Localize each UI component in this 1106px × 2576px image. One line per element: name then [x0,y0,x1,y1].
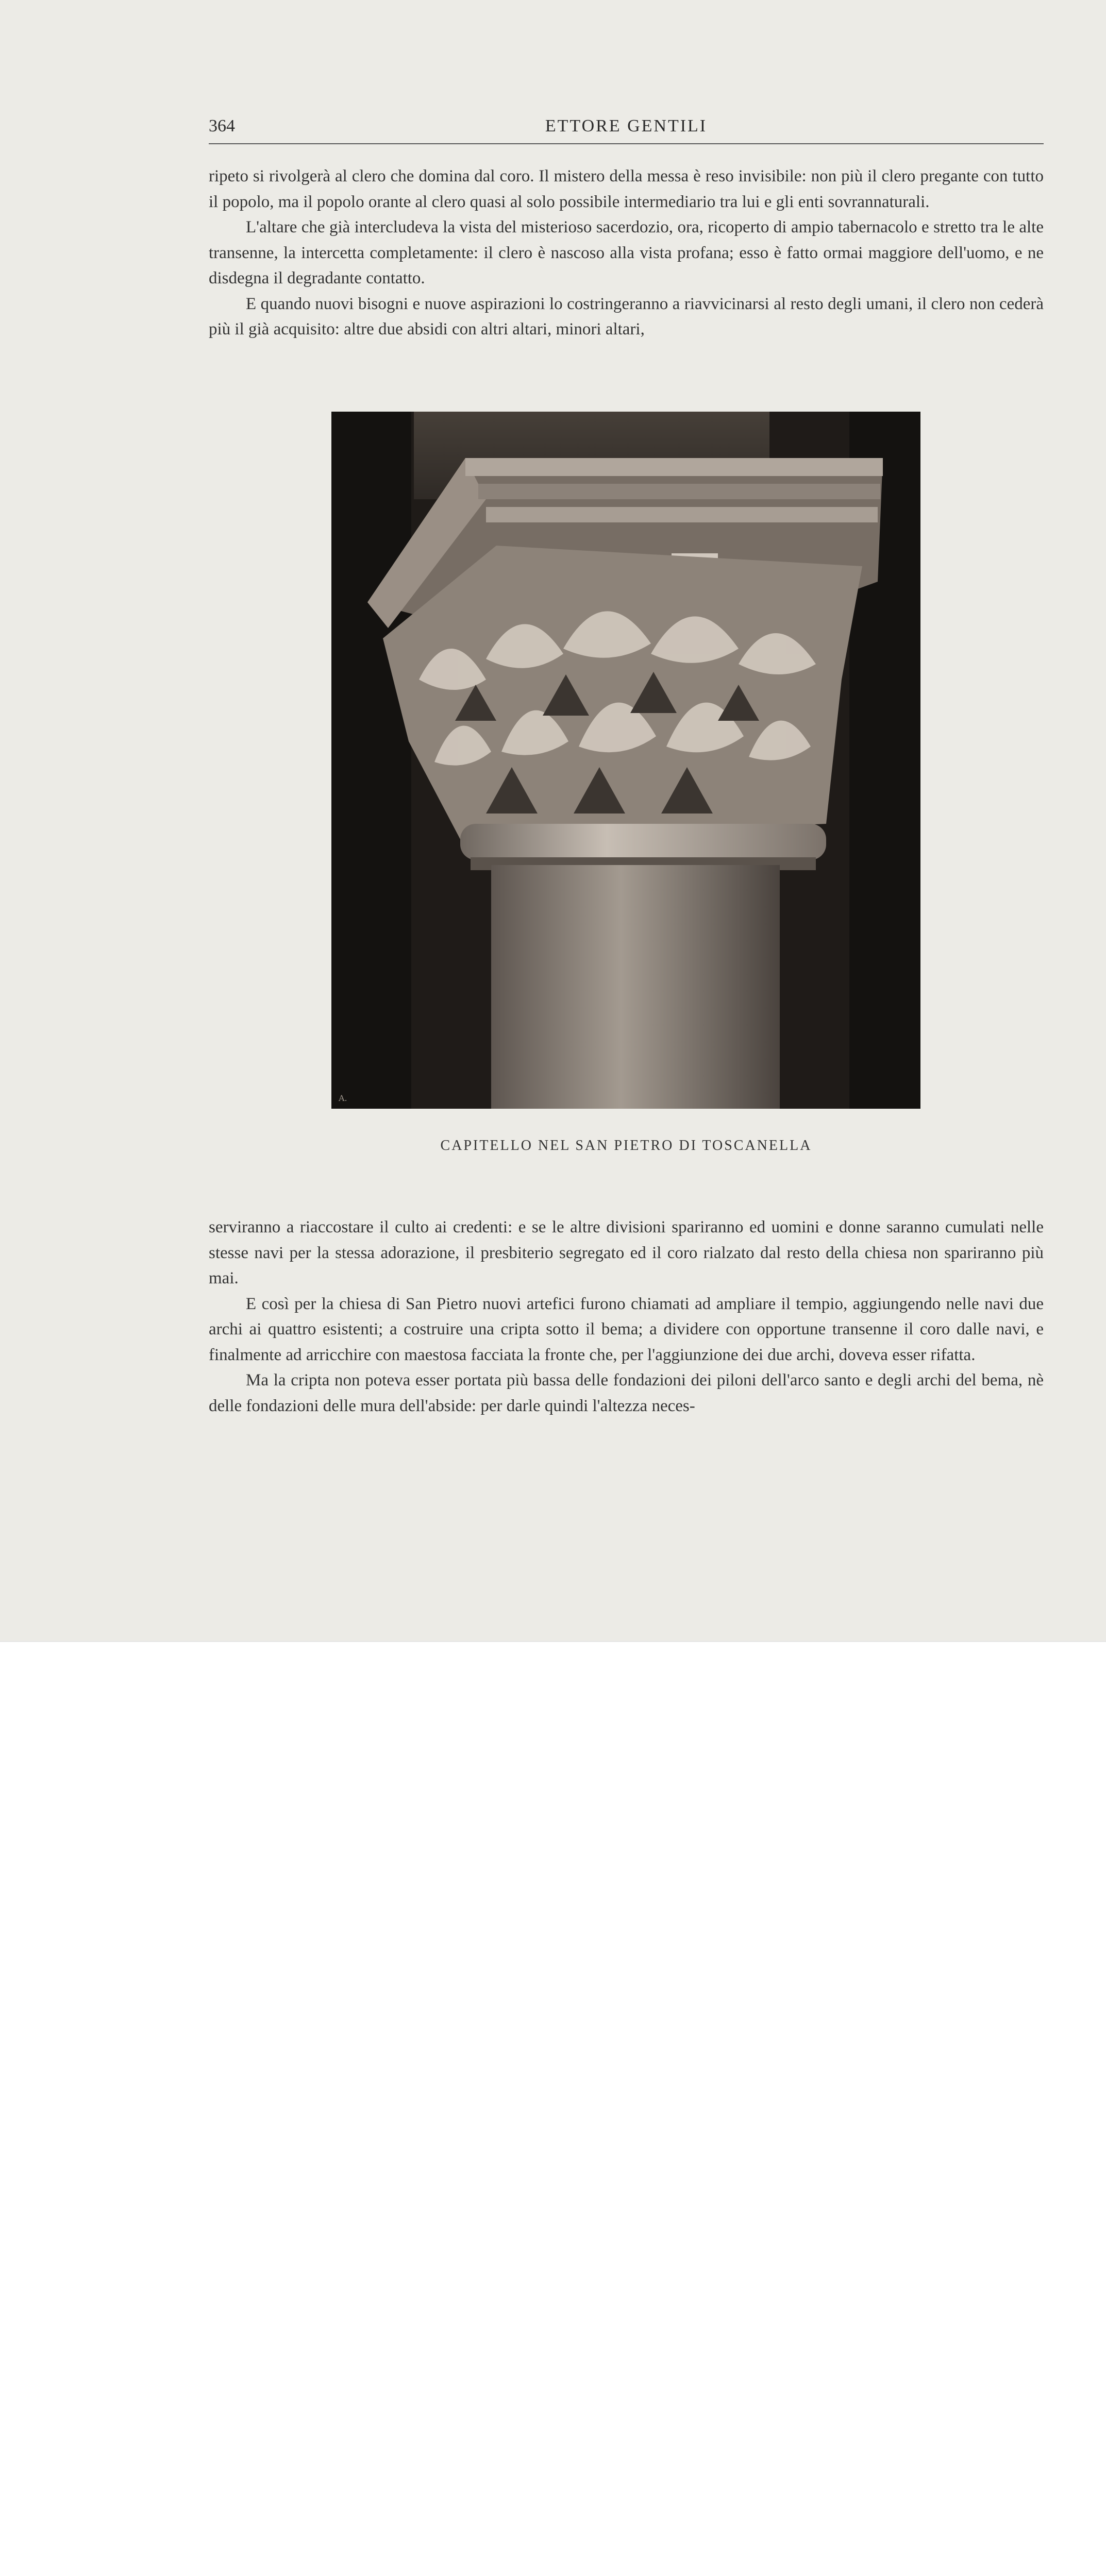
capital-bell [383,546,862,839]
running-head [209,112,1044,144]
body-text-top [209,164,1044,343]
column-shaft [491,865,780,1109]
figure-photo-capital [331,412,920,1109]
running-head-title: ETTORE GENTILI [545,116,708,135]
paragraph: E così per la chiesa di San Pietro nuovi artefici furono chiamati ad ampliare il tempio, aggiungendo nelle navi due archi ai quattro esistenti; a costruire una cripta sotto il bema; a dividere con opportune transenne il coro dalle navi, e finalmente ad arricchire con maestosa facciata la fronte che, per l'aggiunzione dei due archi, doveva esser rifatta. [209,1294,1044,1364]
paragraph: L'altare che già intercludeva la vista del misterioso sacerdozio, ora, ricoperto di ampio tabernacolo e stretto tra le alte transenne, la intercetta completamente: il clero è nascoso alla vista profana; esso è fatto ormai maggiore dell'uomo, e ne disdegna il degradante contatto. [209,218,1044,287]
photo-monogram: A. [339,1093,347,1103]
figure-caption: CAPITELLO NEL SAN PIETRO DI TOSCANELLA [440,1138,812,1154]
paragraph: ripeto si rivolgerà al clero che domina dal coro. Il mistero della messa è reso invisibile: non più il clero pregante con tutto il popolo, ma il popolo orante al clero quasi al solo possibile intermediario tra lui e gli enti sovrannaturali. [209,167,1044,211]
viewer-footer [0,1641,1106,1730]
page-number: 364 [209,116,235,135]
capital-illustration [331,412,920,1109]
body-text-bottom [209,1215,1044,1419]
paragraph: E quando nuovi bisogni e nuove aspirazioni lo costringeranno a riavvicinarsi al resto degli umani, il clero non cederà più il già acquisito: altre due absidi con altri altari, minori altari, [209,294,1044,338]
paragraph: serviranno a riaccostare il culto ai credenti: e se le altre divisioni spariranno ed uomini e donne saranno cumulati nelle stesse navi per la stessa adorazione, il presbiterio segregato ed il coro rialzato dal resto della chiesa non spariranno più mai. [209,1218,1044,1287]
paragraph: Ma la cripta non poteva esser portata più bassa delle fondazioni dei piloni dell'arco santo e degli archi del bema, nè delle fondazioni delle mura dell'abside: per darle quindi l'altezza neces- [209,1371,1044,1415]
astragal [460,824,826,860]
